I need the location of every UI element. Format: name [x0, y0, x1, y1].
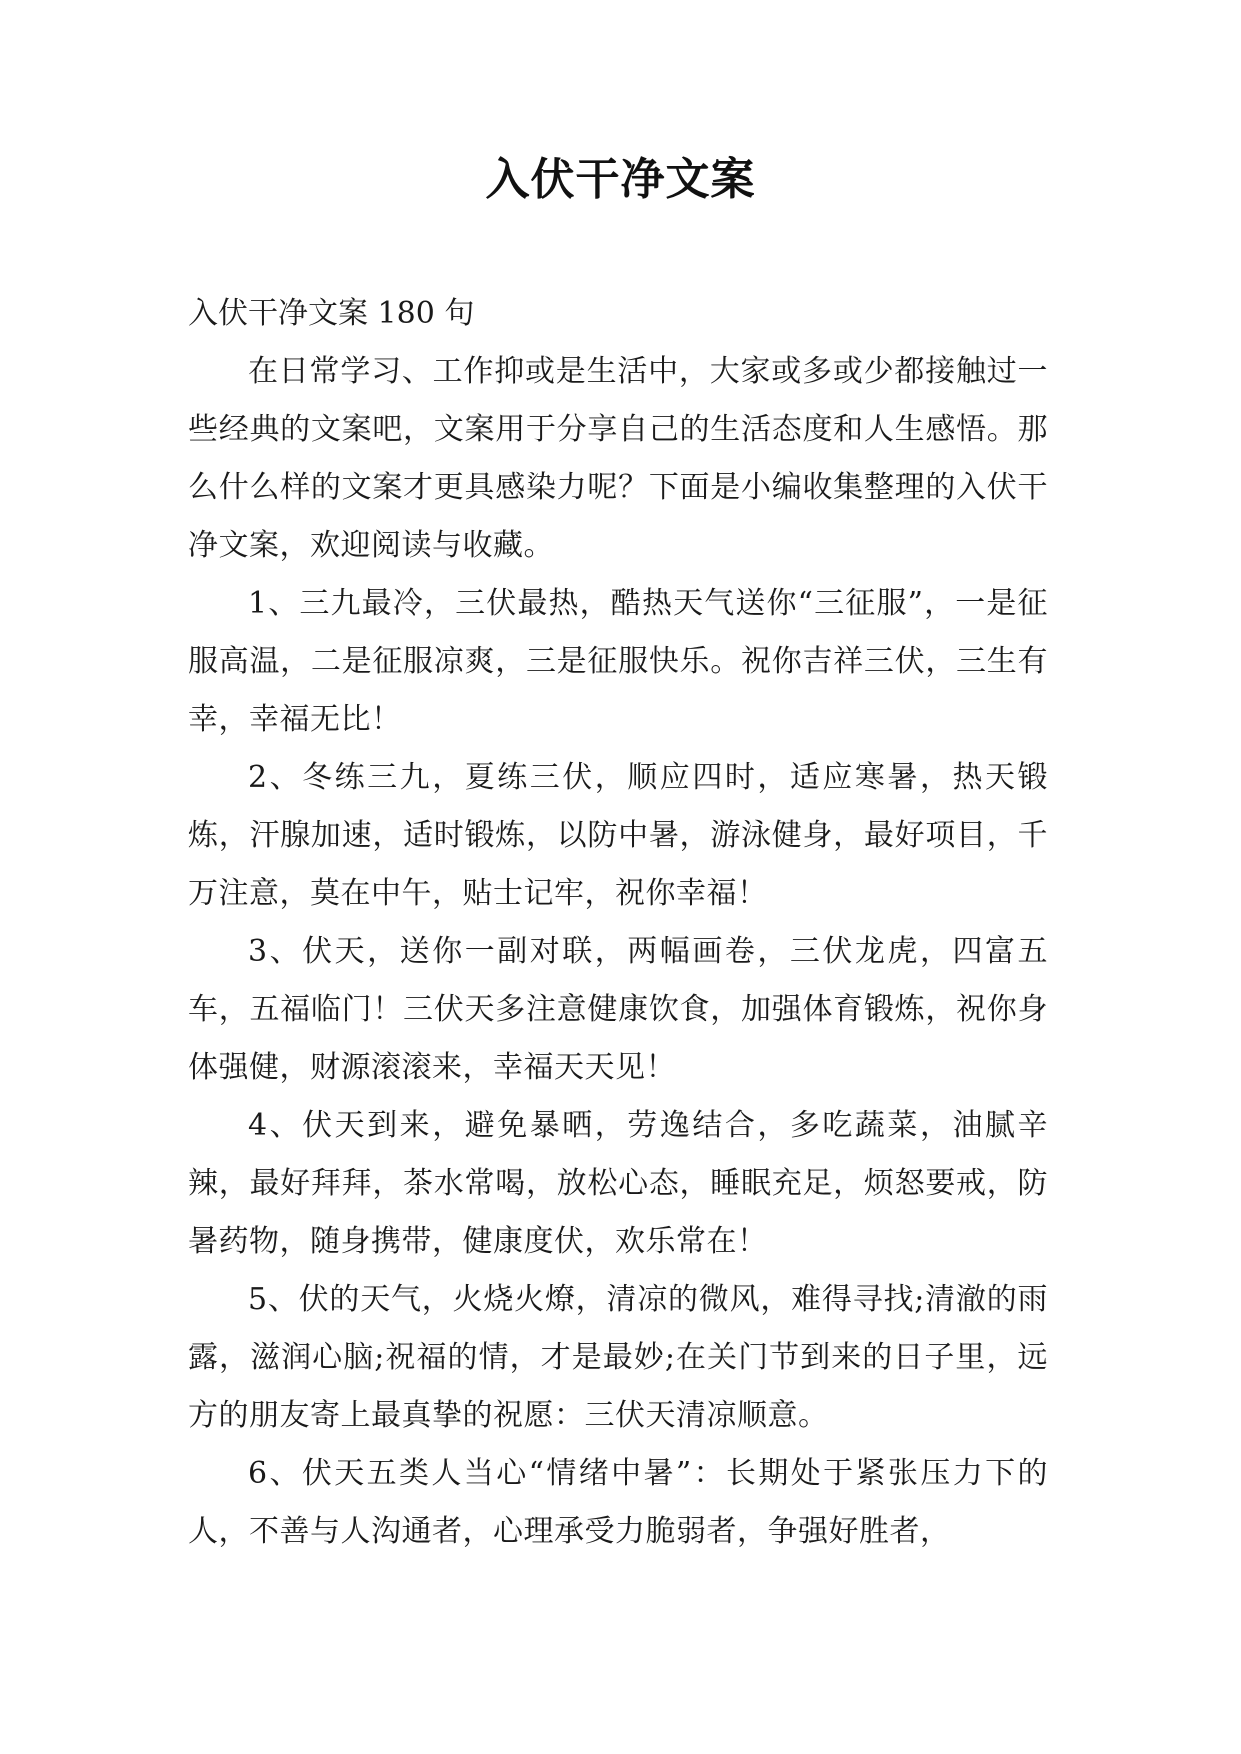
paragraph-5: 5、伏的天气，火烧火燎，清凉的微风，难得寻找;清澈的雨露，滋润心脑;祝福的情，才是最妙;在关门节到来的日子里，远方的朋友寄上最真挚的祝愿：三伏天清凉顺意。: [188, 1282, 1048, 1433]
paragraph-6: 6、伏天五类人当心“情绪中暑”：长期处于紧张压力下的人，不善与人沟通者，心理承受力脆弱者，争强好胜者，: [188, 1456, 1048, 1549]
paragraph-2: 2、冬练三九，夏练三伏，顺应四时，适应寒暑，热天锻炼，汗腺加速，适时锻炼，以防中暑，游泳健身，最好项目，千万注意，莫在中午，贴士记牢，祝你幸福！: [188, 760, 1048, 911]
document-title: 入伏干净文案: [485, 154, 756, 205]
paragraph-1: 1、三九最冷，三伏最热，酷热天气送你“三征服”，一是征服高温，二是征服凉爽，三是征服快乐。祝你吉祥三伏，三生有幸，幸福无比！: [188, 586, 1048, 737]
document-subtitle: 入伏干净文案 180 句: [188, 296, 475, 331]
paragraph-intro: 在日常学习、工作抑或是生活中，大家或多或少都接触过一些经典的文案吧，文案用于分享自己的生活态度和人生感悟。那么什么样的文案才更具感染力呢？下面是小编收集整理的入伏干净文案，欢迎阅读与收藏。: [188, 354, 1048, 563]
paragraph-3: 3、伏天，送你一副对联，两幅画卷，三伏龙虎，四富五车，五福临门！三伏天多注意健康饮食，加强体育锻炼，祝你身体强健，财源滚滚来，幸福天天见！: [188, 934, 1048, 1085]
document-body: [188, 285, 1048, 1561]
paragraph-4: 4、伏天到来，避免暴晒，劳逸结合，多吃蔬菜，油腻辛辣，最好拜拜，茶水常喝，放松心态，睡眠充足，烦怒要戒，防暑药物，随身携带，健康度伏，欢乐常在！: [188, 1108, 1048, 1259]
